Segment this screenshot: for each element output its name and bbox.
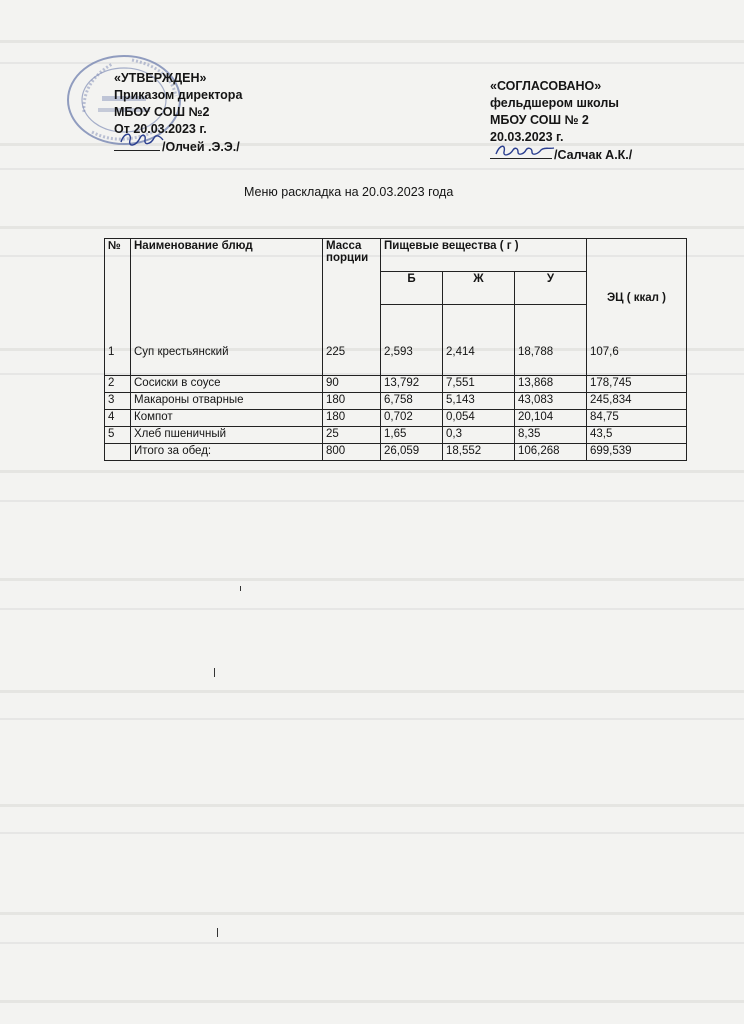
cell-energy: 84,75 xyxy=(587,410,687,427)
table-row xyxy=(105,376,687,393)
header-cell-empty xyxy=(131,272,323,305)
table-spacer-row xyxy=(105,305,687,346)
cell-protein: 1,65 xyxy=(381,427,443,444)
table-header-row xyxy=(105,239,687,272)
scan-mark xyxy=(217,928,218,937)
total-label: Итого за обед: xyxy=(131,444,323,461)
cell-fat: 2,414 xyxy=(443,345,515,376)
header-protein: Б xyxy=(381,272,443,305)
cell-protein: 2,593 xyxy=(381,345,443,376)
table-row xyxy=(105,345,687,376)
agreement-line-school: МБОУ СОШ № 2 xyxy=(490,113,589,127)
scan-artifact-line xyxy=(0,40,744,43)
cell-protein: 0,702 xyxy=(381,410,443,427)
table-total-row xyxy=(105,444,687,461)
spacer-cell xyxy=(587,305,687,346)
table-row xyxy=(105,410,687,427)
spacer-cell xyxy=(515,305,587,346)
cell-number: 4 xyxy=(105,410,131,427)
header-carbs: У xyxy=(515,272,587,305)
cell-mass: 25 xyxy=(323,427,381,444)
cell-energy: 107,6 xyxy=(587,345,687,376)
scan-artifact-line xyxy=(0,1000,744,1003)
table-row xyxy=(105,393,687,410)
spacer-cell xyxy=(323,305,381,346)
cell-carbs: 18,788 xyxy=(515,345,587,376)
header-cell-empty xyxy=(105,272,131,305)
spacer-cell xyxy=(381,305,443,346)
total-protein: 26,059 xyxy=(381,444,443,461)
scan-artifact-line xyxy=(0,608,744,610)
scan-artifact-line xyxy=(0,470,744,473)
cell-carbs: 43,083 xyxy=(515,393,587,410)
cell-number-empty xyxy=(105,444,131,461)
agreement-signer: /Салчак А.К./ xyxy=(554,148,633,162)
cell-mass: 225 xyxy=(323,345,381,376)
agreement-heading: «СОГЛАСОВАНО» xyxy=(490,79,602,93)
cell-fat: 0,054 xyxy=(443,410,515,427)
scan-artifact-line xyxy=(0,942,744,944)
cell-number: 3 xyxy=(105,393,131,410)
cell-mass: 180 xyxy=(323,393,381,410)
spacer-cell xyxy=(105,305,131,346)
cell-energy: 245,834 xyxy=(587,393,687,410)
approval-line-date: От 20.03.2023 г. xyxy=(114,122,207,136)
spacer-cell xyxy=(131,305,323,346)
cell-mass: 90 xyxy=(323,376,381,393)
total-energy: 699,539 xyxy=(587,444,687,461)
page-title: Меню раскладка на 20.03.2023 года xyxy=(244,185,454,199)
scan-artifact-line xyxy=(0,912,744,915)
approval-signer: /Олчей .Э.Э./ xyxy=(162,140,240,154)
total-fat: 18,552 xyxy=(443,444,515,461)
cell-mass: 180 xyxy=(323,410,381,427)
cell-dish-name: Хлеб пшеничный xyxy=(131,427,323,444)
scan-artifact-line xyxy=(0,718,744,720)
cell-dish-name: Сосиски в соусе xyxy=(131,376,323,393)
cell-dish-name: Компот xyxy=(131,410,323,427)
cell-number: 2 xyxy=(105,376,131,393)
header-fat: Ж xyxy=(443,272,515,305)
cell-number: 1 xyxy=(105,345,131,376)
cell-dish-name: Макароны отварные xyxy=(131,393,323,410)
agreement-line-date: 20.03.2023 г. xyxy=(490,130,564,144)
director-signature xyxy=(118,128,166,152)
scan-mark xyxy=(214,668,215,677)
scan-artifact-line xyxy=(0,168,744,170)
scan-mark xyxy=(240,586,241,591)
cell-number: 5 xyxy=(105,427,131,444)
cell-fat: 0,3 xyxy=(443,427,515,444)
scan-artifact-line xyxy=(0,226,744,229)
cell-dish-name: Суп крестьянский xyxy=(131,345,323,376)
scan-artifact-line xyxy=(0,500,744,502)
total-mass: 800 xyxy=(323,444,381,461)
header-mass: Масса порции xyxy=(323,239,381,305)
header-nutrients: Пищевые вещества ( г ) xyxy=(381,239,587,272)
total-carbs: 106,268 xyxy=(515,444,587,461)
medic-signature xyxy=(494,142,556,160)
approval-line-school: МБОУ СОШ №2 xyxy=(114,105,210,119)
header-number: № xyxy=(105,239,131,272)
cell-energy: 178,745 xyxy=(587,376,687,393)
agreement-line-role: фельдшером школы xyxy=(490,96,619,110)
cell-fat: 5,143 xyxy=(443,393,515,410)
scan-artifact-line xyxy=(0,578,744,581)
cell-carbs: 20,104 xyxy=(515,410,587,427)
header-dish-name: Наименование блюд xyxy=(131,239,323,272)
cell-energy: 43,5 xyxy=(587,427,687,444)
cell-protein: 13,792 xyxy=(381,376,443,393)
table-row xyxy=(105,427,687,444)
spacer-cell xyxy=(443,305,515,346)
approval-heading: «УТВЕРЖДЕН» xyxy=(114,71,207,85)
cell-carbs: 8,35 xyxy=(515,427,587,444)
cell-fat: 7,551 xyxy=(443,376,515,393)
header-energy: ЭЦ ( ккал ) xyxy=(587,239,687,305)
scan-artifact-line xyxy=(0,832,744,834)
cell-protein: 6,758 xyxy=(381,393,443,410)
cell-carbs: 13,868 xyxy=(515,376,587,393)
approval-line-order: Приказом директора xyxy=(114,88,243,102)
scan-artifact-line xyxy=(0,804,744,807)
scan-artifact-line xyxy=(0,690,744,693)
menu-table xyxy=(104,238,687,461)
